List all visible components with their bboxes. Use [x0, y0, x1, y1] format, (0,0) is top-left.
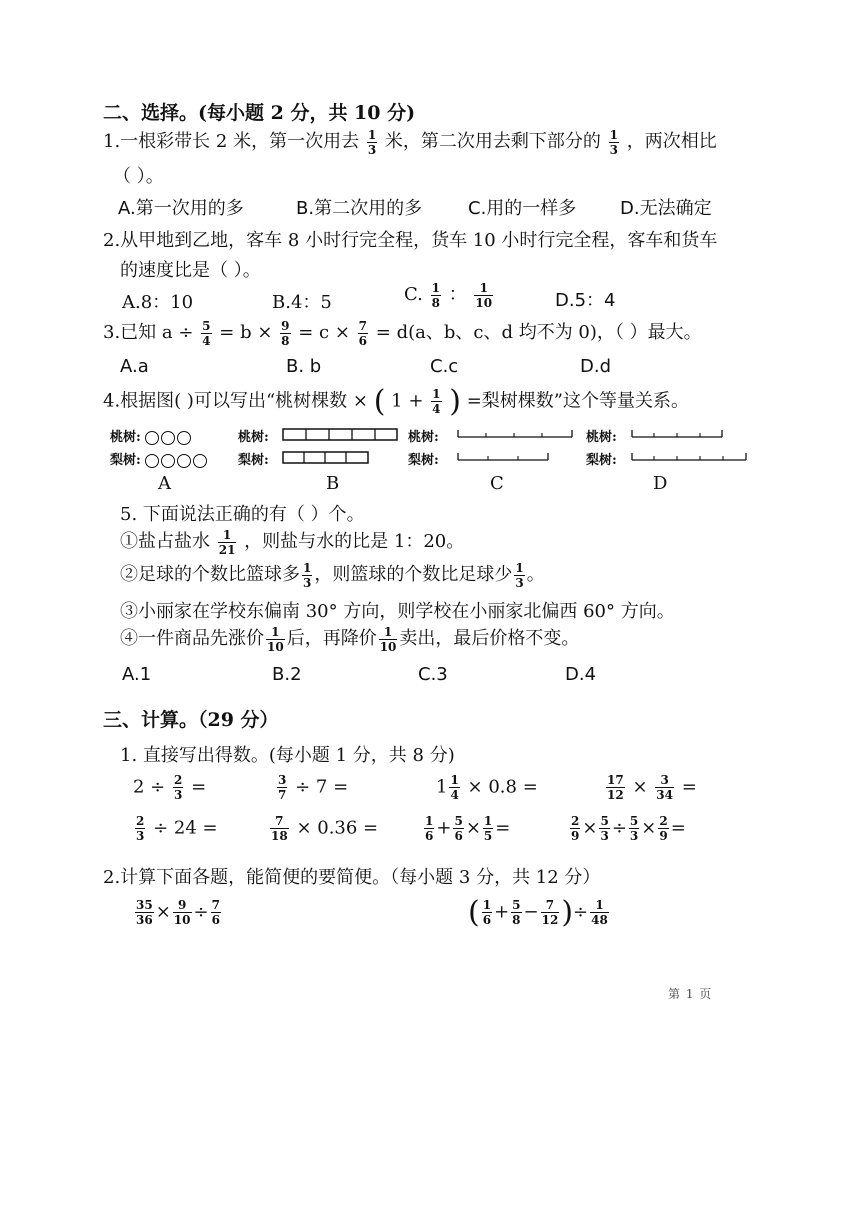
- circle-icon: [161, 454, 175, 468]
- q2-option-b: B.4：5: [272, 292, 332, 313]
- circle-icon: [177, 454, 191, 468]
- fraction: $\frac{7}{6}$: [358, 318, 368, 348]
- circle-icon: [177, 431, 191, 445]
- circle-icon: [161, 431, 175, 445]
- expr-6: $\frac{7}{18}$ × 0.36 =: [271, 814, 379, 843]
- fraction: $\frac{1}{3}$: [515, 560, 524, 590]
- diagram-b-lishu-boxes: [282, 451, 372, 465]
- q2-option-d: D.5：4: [555, 290, 616, 311]
- fraction: $\frac{7}{12}$: [541, 898, 559, 927]
- fraction: $\frac{5}{3}$: [629, 814, 639, 843]
- q2-option-c: C. $\frac{1}{8}$ ： $\frac{1}{10}$: [404, 280, 493, 310]
- q3-stem: 3.已知 a ÷ $\frac{5}{4}$ = b × $\frac{9}{8}$ = c × $\frac{7}{6}$ = d(a、b、c、d 均不为 0)，（ ）最大。: [103, 318, 702, 348]
- fraction: $\frac{35}{36}$: [136, 898, 153, 927]
- q1-option-c: C.用的一样多: [468, 198, 577, 219]
- fraction: $\frac{1}{3}$: [303, 560, 312, 590]
- fraction: $\frac{1}{10}$: [267, 624, 284, 654]
- q3-option-b: B. b: [286, 356, 322, 377]
- fraction: $\frac{3}{7}$: [278, 773, 287, 802]
- fraction: $\frac{9}{8}$: [281, 318, 290, 348]
- fraction: $\frac{5}{4}$: [202, 318, 211, 348]
- q4-stem: 4.根据图( )可以写出“桃树棵数 × ( 1 + $\frac{1}{4}$ ) =梨树棵数”这个等量关系。: [103, 384, 689, 419]
- q3-option-a: A.a: [120, 356, 149, 377]
- diagram-c-lishu-label: 梨树:: [408, 453, 439, 468]
- circle-icon: [193, 454, 207, 468]
- diagram-a-taoshu: 桃树:: [110, 426, 193, 445]
- fraction: $\frac{1}{6}$: [425, 814, 434, 843]
- q1-option-a: A.第一次用的多: [118, 198, 244, 219]
- q1-option-b: B.第二次用的多: [296, 198, 423, 219]
- diagram-b-taoshu-boxes: [282, 428, 402, 442]
- calc-q2-title: 2.计算下面各题，能简便的要简便。（每小题 3 分，共 12 分）: [103, 867, 601, 888]
- diagram-a-lishu: 梨树:: [110, 449, 209, 468]
- calc-q1-title: 1. 直接写出得数。(每小题 1 分，共 8 分): [120, 745, 455, 766]
- diagram-label-d: D: [653, 473, 668, 494]
- calc-1: $\frac{35}{36}$ × $\frac{9}{10}$ ÷ $\frac{7}{6}$: [136, 898, 220, 927]
- diagram-label-b: B: [326, 473, 340, 494]
- q5-statement-2: ②足球的个数比篮球多 $\frac{1}{3}$ ，则篮球的个数比足球少 $\frac{1}{3}$ 。: [120, 560, 545, 590]
- diagram-c-taoshu-label: 桃树:: [408, 430, 439, 445]
- fraction: $\frac{2}{9}$: [571, 814, 580, 843]
- fraction: $\frac{5}{3}$: [600, 814, 609, 843]
- fraction: $\frac{1}{4}$: [450, 773, 459, 802]
- q5-option-c: C.3: [418, 664, 448, 685]
- q3-option-c: C.c: [430, 356, 459, 377]
- fraction: $\frac{1}{6}$: [482, 898, 492, 927]
- fraction: $\frac{1}{48}$: [591, 898, 608, 927]
- q5-title: 5. 下面说法正确的有（ ）个。: [120, 504, 365, 525]
- diagram-d-lishu-line: [630, 450, 750, 464]
- diagram-d-taoshu-line: [630, 427, 726, 441]
- fraction: $\frac{7}{6}$: [211, 898, 220, 927]
- fraction: $\frac{5}{6}$: [454, 814, 463, 843]
- diagram-d-lishu-label: 梨树:: [586, 453, 617, 468]
- expr-8: $\frac{2}{9}$ × $\frac{5}{3}$ ÷ $\frac{5}{3}$ × $\frac{2}{9}$ =: [571, 814, 686, 843]
- expr-5: $\frac{2}{3}$ ÷ 24 =: [136, 814, 218, 843]
- expr-4: $\frac{17}{12}$ × $\frac{3}{34}$ =: [607, 773, 697, 802]
- fraction: $\frac{1}{8}$: [431, 280, 440, 310]
- diagram-b-taoshu-label: 桃树:: [238, 430, 269, 445]
- q1-stem: 1.一根彩带长 2 米，第一次用去 $\frac{1}{3}$ 米，第二次用去剩下部分的 $\frac{1}{3}$ ，两次相比: [103, 127, 717, 157]
- fraction: $\frac{5}{8}$: [512, 898, 521, 927]
- q3-option-d: D.d: [580, 356, 612, 377]
- fraction: $\frac{1}{5}$: [483, 814, 493, 843]
- q5-statement-4: ④一件商品先涨价 $\frac{1}{10}$ 后，再降价 $\frac{1}{10}$ 卖出，最后价格不变。: [120, 624, 580, 654]
- fraction: $\frac{9}{10}$: [173, 898, 191, 927]
- diagram-c-lishu-line: [456, 450, 552, 464]
- diagram-label-c: C: [490, 473, 504, 494]
- fraction: $\frac{3}{34}$: [656, 773, 673, 802]
- calc-2: ( $\frac{1}{6}$ + $\frac{5}{8}$ − $\frac{7}{12}$ )÷ $\frac{1}{48}$: [468, 895, 608, 930]
- q5-option-a: A.1: [122, 664, 152, 685]
- q2-line2: 的速度比是（ ）。: [120, 260, 261, 281]
- fraction: $\frac{1}{10}$: [379, 624, 397, 654]
- diagram-b-lishu-label: 梨树:: [238, 453, 269, 468]
- q5-statement-3: ③小丽家在学校东偏南 30° 方向，则学校在小丽家北偏西 60° 方向。: [120, 601, 675, 622]
- q5-option-d: D.4: [565, 664, 597, 685]
- expr-7: $\frac{1}{6}$ + $\frac{5}{6}$ × $\frac{1}{5}$ =: [425, 814, 511, 843]
- diagram-d-taoshu-label: 桃树:: [586, 430, 617, 445]
- section-3-title: 三、计算。（29 分）: [103, 709, 279, 731]
- fraction: $\frac{2}{3}$: [136, 814, 145, 843]
- fraction: $\frac{2}{9}$: [659, 814, 668, 843]
- q2-option-a: A.8：10: [122, 292, 194, 313]
- page-number: 第 1 页: [668, 987, 713, 1001]
- diagram-c-taoshu-line: [456, 427, 576, 441]
- fraction: $\frac{17}{12}$: [607, 773, 624, 802]
- expr-3: 1 $\frac{1}{4}$ × 0.8 =: [436, 773, 538, 802]
- fraction: $\frac{1}{3}$: [609, 127, 618, 157]
- diagram-label-a: A: [158, 473, 171, 494]
- q5-option-b: B.2: [272, 664, 302, 685]
- section-2-title: 二、选择。(每小题 2 分，共 10 分): [103, 102, 416, 124]
- q1-blank: （ ）。: [113, 166, 164, 187]
- fraction: $\frac{7}{18}$: [271, 814, 288, 843]
- circle-icon: [145, 431, 159, 445]
- circle-icon: [145, 454, 159, 468]
- fraction: $\frac{1}{10}$: [475, 280, 493, 310]
- expr-2: $\frac{3}{7}$ ÷ 7 =: [278, 773, 349, 802]
- fraction: $\frac{1}{4}$: [432, 387, 441, 416]
- fraction: $\frac{1}{3}$: [367, 127, 377, 157]
- fraction: $\frac{2}{3}$: [174, 773, 183, 802]
- q2-line1: 2.从甲地到乙地，客车 8 小时行完全程，货车 10 小时行完全程，客车和货车: [103, 230, 718, 251]
- q1-option-d: D.无法确定: [620, 198, 712, 219]
- expr-1: 2 ÷ $\frac{2}{3}$ =: [133, 773, 207, 802]
- q5-statement-1: ①盐占盐水 $\frac{1}{21}$ ，则盐与水的比是 1：20。: [120, 527, 465, 557]
- fraction: $\frac{1}{21}$: [218, 527, 236, 557]
